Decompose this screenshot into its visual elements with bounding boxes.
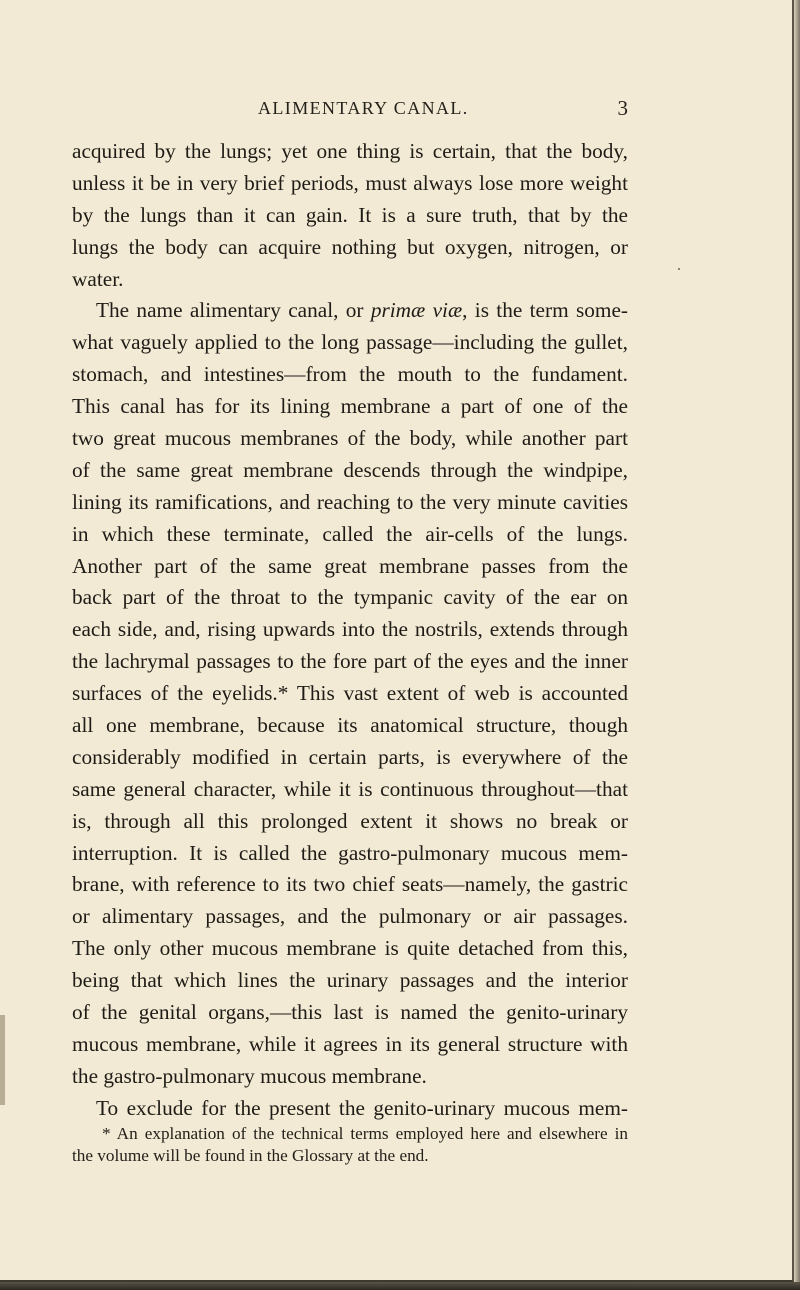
paper-speck — [678, 268, 680, 270]
footnote-line: the volume will be found in the Glossary at the end. — [72, 1145, 429, 1165]
text-line: lungs the body can acquire nothing but oxygen, nitrogen, or — [72, 234, 628, 259]
text-line: all one membrane, because its anatomical structure, though — [72, 713, 628, 738]
text-line: unless it be in very brief periods, must always lose more weight — [72, 170, 628, 195]
text-line: considerably modified in certain parts, is everywhere of the — [72, 744, 628, 769]
text-line: The only other mucous membrane is quite detached from this, — [72, 936, 628, 961]
text-line: is, through all this prolonged extent it shows no break or — [72, 808, 628, 833]
text-line: brane, with reference to its two chief seats—namely, the gastric — [72, 872, 628, 897]
text-line: interruption. It is called the gastro-pulmonary mucous mem- — [72, 840, 628, 865]
page-header — [72, 98, 628, 128]
text-line: Another part of the same great membrane passes from the — [72, 553, 628, 578]
text-line: surfaces of the eyelids.* This vast extent of web is accounted — [72, 681, 628, 706]
text-line: This canal has for its lining membrane a part of one of the — [72, 394, 628, 419]
text-line: same general character, while it is continuous throughout—that — [72, 776, 628, 801]
text-line: what vaguely applied to the long passage—including the gullet, — [72, 330, 628, 355]
running-head: ALIMENTARY CANAL. — [258, 98, 469, 118]
text-line: water. — [72, 266, 124, 291]
text-line: of the same great membrane descends through the windpipe, — [72, 457, 628, 482]
text-line: the lachrymal passages to the fore part of the eyes and the inner — [72, 649, 628, 674]
text-line: mucous membrane, while it agrees in its general structure with — [72, 1031, 628, 1056]
page-edge-mark — [0, 1015, 5, 1105]
text-line: or alimentary passages, and the pulmonary or air passages. — [72, 904, 628, 929]
text-line: stomach, and intestines—from the mouth to the fundament. — [72, 362, 628, 387]
paragraph-start-line: The name alimentary canal, or primæ viæ, is the term some- — [96, 298, 629, 323]
page-edge-shadow — [794, 0, 800, 1290]
text-line: being that which lines the urinary passages and the interior — [72, 968, 628, 993]
text-line: by the lungs than it can gain. It is a sure truth, that by the — [72, 202, 628, 227]
text-line: acquired by the lungs; yet one thing is certain, that the body, — [72, 139, 628, 163]
text-line: lining its ramifications, and reaching to the very minute cavities — [72, 489, 628, 514]
body-text — [72, 136, 628, 1125]
page-number: 3 — [617, 96, 628, 120]
text-line: two great mucous membranes of the body, while another part — [72, 426, 628, 451]
footnote-line: * An explanation of the technical terms employed here and elsewhere in — [102, 1124, 628, 1143]
text-line: of the genital organs,—this last is named the genito-urinary — [72, 1000, 628, 1025]
footnote — [72, 1123, 628, 1166]
text-line: the gastro-pulmonary mucous membrane. — [72, 1063, 427, 1088]
text-line: in which these terminate, called the air-cells of the lungs. — [72, 521, 628, 546]
text-line: each side, and, rising upwards into the nostrils, extends through — [72, 617, 628, 642]
paragraph-start-line: To exclude for the present the genito-urinary mucous mem- — [96, 1095, 628, 1120]
text-line: back part of the throat to the tympanic cavity of the ear on — [72, 585, 628, 610]
page-bottom-edge — [0, 1282, 800, 1290]
